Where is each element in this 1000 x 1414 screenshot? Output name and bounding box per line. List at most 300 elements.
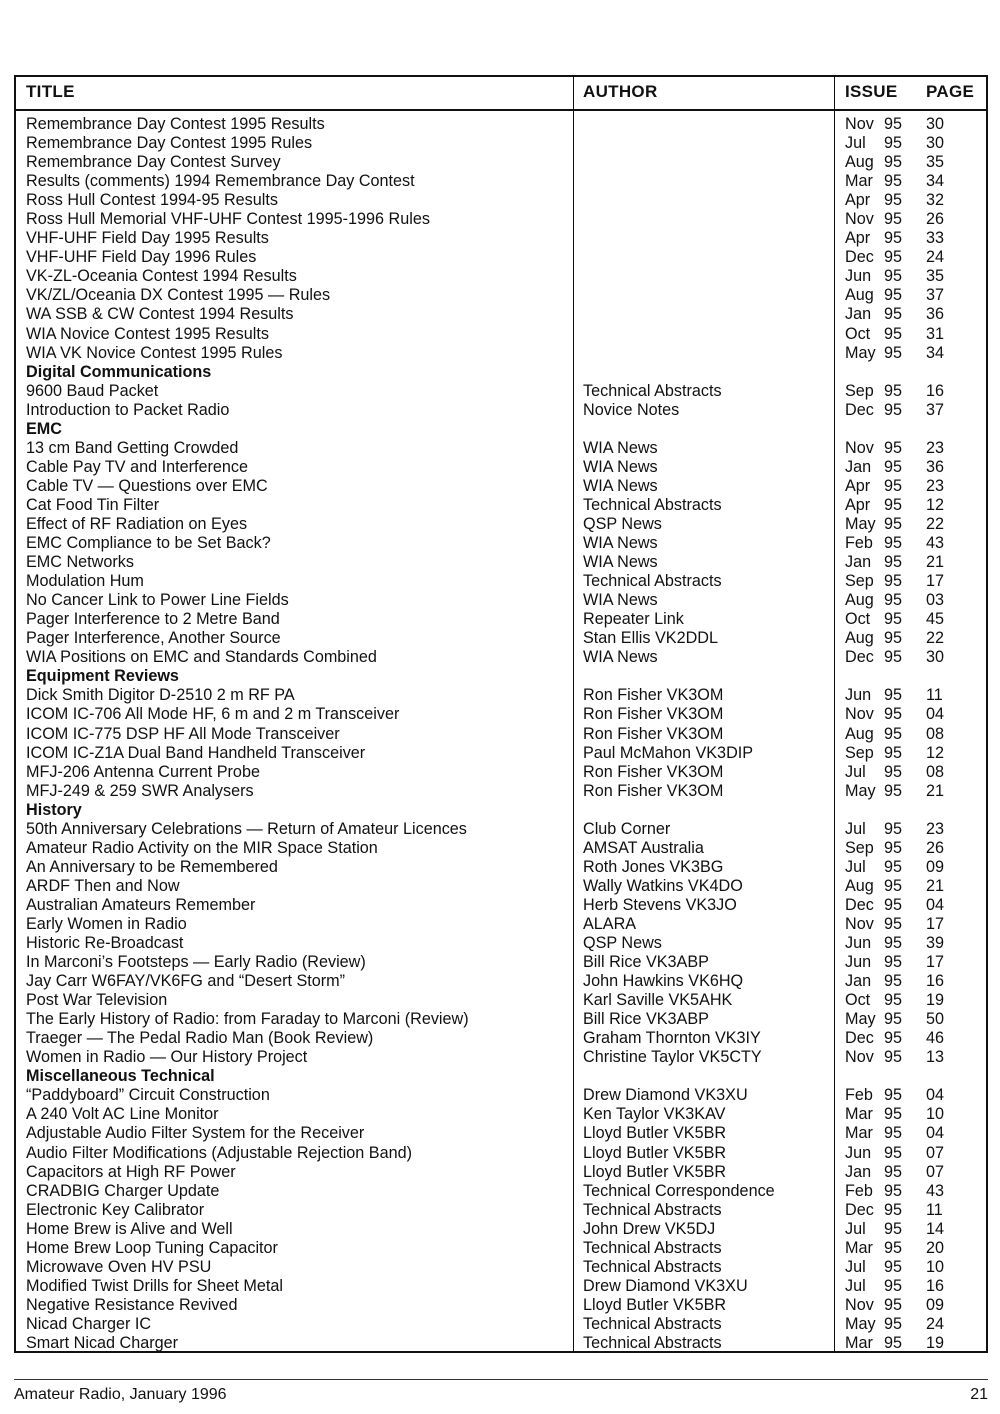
issue-year: 95 [884, 953, 903, 972]
page-number: 03 [926, 591, 945, 610]
article-title: Jay Carr W6FAY/VK6FG and “Desert Storm” [26, 972, 346, 991]
page-number: 22 [926, 629, 945, 648]
issue-year: 95 [884, 895, 903, 914]
page-number: 19 [926, 1334, 945, 1352]
issue-year: 95 [884, 1200, 903, 1219]
table-row [16, 820, 986, 839]
table-row [16, 534, 986, 553]
article-author: Lloyd Butler VK5BR [583, 1162, 727, 1181]
issue-month: Nov [845, 914, 874, 933]
issue-year: 95 [884, 1219, 903, 1238]
section-heading-row [16, 801, 986, 820]
article-title: Ross Hull Memorial VHF-UHF Contest 1995-1996 Rules [26, 210, 430, 229]
section-heading: History [26, 800, 82, 819]
issue-month: Jan [845, 1162, 872, 1181]
issue-month: Feb [845, 1086, 873, 1105]
footer-page-number: 21 [970, 1386, 988, 1403]
page-number: 19 [926, 991, 945, 1010]
issue-year: 95 [884, 305, 903, 324]
article-author: Lloyd Butler VK5BR [583, 1295, 727, 1314]
article-author: Christine Taylor VK5CTY [583, 1048, 762, 1067]
page-number: 30 [926, 648, 945, 667]
page-number: 16 [926, 1276, 945, 1295]
table-row [16, 496, 986, 515]
footer-rule [14, 1379, 988, 1380]
article-title: WA SSB & CW Contest 1994 Results [26, 305, 294, 324]
page-number: 21 [926, 553, 945, 572]
issue-year: 95 [884, 991, 903, 1010]
issue-year: 95 [884, 514, 903, 533]
table-row [16, 610, 986, 629]
article-title: WIA Positions on EMC and Standards Combined [26, 648, 377, 667]
issue-year: 95 [884, 495, 903, 514]
issue-month: Oct [845, 324, 871, 343]
issue-year: 95 [884, 914, 903, 933]
issue-year: 95 [884, 819, 903, 838]
article-title: Introduction to Packet Radio [26, 400, 230, 419]
article-author: Ron Fisher VK3OM [583, 724, 724, 743]
table-row [16, 591, 986, 610]
article-title: Capacitors at High RF Power [26, 1162, 236, 1181]
article-author: Technical Abstracts [583, 495, 722, 514]
article-title: Pager Interference to 2 Metre Band [26, 610, 280, 629]
page-number: 23 [926, 476, 945, 495]
issue-year: 95 [884, 1048, 903, 1067]
table-row [16, 153, 986, 172]
issue-year: 95 [884, 648, 903, 667]
issue-year: 95 [884, 838, 903, 857]
article-author: Ron Fisher VK3OM [583, 686, 724, 705]
issue-year: 95 [884, 572, 903, 591]
article-title: Modulation Hum [26, 572, 144, 591]
article-author: John Drew VK5DJ [583, 1219, 716, 1238]
article-title: Early Women in Radio [26, 914, 187, 933]
section-heading-row [16, 1067, 986, 1086]
article-author: Karl Saville VK5AHK [583, 991, 733, 1010]
article-title: Australian Amateurs Remember [26, 895, 256, 914]
table-row [16, 305, 986, 324]
article-title: ICOM IC-Z1A Dual Band Handheld Transceiver [26, 743, 366, 762]
issue-year: 95 [884, 210, 903, 229]
article-author: Technical Abstracts [583, 1334, 722, 1352]
issue-month: Jan [845, 553, 872, 572]
article-author: WIA News [583, 648, 658, 667]
table-row [16, 572, 986, 591]
header-title: TITLE [26, 82, 75, 101]
table-row [16, 1258, 986, 1277]
article-author: Roth Jones VK3BG [583, 857, 724, 876]
article-title: Traeger — The Pedal Radio Man (Book Review) [26, 1029, 374, 1048]
article-title: Remembrance Day Contest Survey [26, 153, 281, 172]
issue-month: Nov [845, 705, 874, 724]
article-title: An Anniversary to be Remembered [26, 857, 278, 876]
page-number: 35 [926, 153, 945, 172]
table-row [16, 782, 986, 801]
article-author: WIA News [583, 553, 658, 572]
issue-year: 95 [884, 286, 903, 305]
article-title: ARDF Then and Now [26, 876, 180, 895]
issue-month: Apr [845, 191, 871, 210]
footer-publication: Amateur Radio, January 1996 [14, 1386, 227, 1403]
page-number: 21 [926, 876, 945, 895]
article-title: Audio Filter Modifications (Adjustable Rejection Band) [26, 1143, 412, 1162]
table-row [16, 248, 986, 267]
article-title: Cable TV — Questions over EMC [26, 476, 268, 495]
page-number: 39 [926, 934, 945, 953]
table-row [16, 267, 986, 286]
article-author: Ron Fisher VK3OM [583, 781, 724, 800]
article-author: Technical Abstracts [583, 1200, 722, 1219]
article-title: In Marconi’s Footsteps — Early Radio (Review) [26, 953, 366, 972]
article-title: VK-ZL-Oceania Contest 1994 Results [26, 267, 297, 286]
issue-month: Nov [845, 1295, 874, 1314]
article-author: Stan Ellis VK2DDL [583, 629, 718, 648]
page-number: 17 [926, 953, 945, 972]
table-row [16, 705, 986, 724]
issue-year: 95 [884, 629, 903, 648]
issue-year: 95 [884, 153, 903, 172]
issue-month: Apr [845, 229, 871, 248]
issue-year: 95 [884, 1314, 903, 1333]
article-title: Dick Smith Digitor D-2510 2 m RF PA [26, 686, 295, 705]
table-row [16, 382, 986, 401]
article-title: Microwave Oven HV PSU [26, 1257, 212, 1276]
header-author: AUTHOR [583, 82, 658, 101]
issue-month: Jul [845, 762, 866, 781]
article-title: Electronic Key Calibrator [26, 1200, 205, 1219]
issue-year: 95 [884, 553, 903, 572]
article-author: Bill Rice VK3ABP [583, 1010, 709, 1029]
page-number: 43 [926, 1181, 945, 1200]
table-row [16, 1334, 986, 1353]
issue-month: Jun [845, 934, 872, 953]
issue-month: Aug [845, 591, 874, 610]
article-title: 50th Anniversary Celebrations — Return of Amateur Licences [26, 819, 467, 838]
issue-year: 95 [884, 1086, 903, 1105]
table-row [16, 229, 986, 248]
section-heading-row [16, 420, 986, 439]
article-author: Lloyd Butler VK5BR [583, 1143, 727, 1162]
issue-year: 95 [884, 781, 903, 800]
issue-month: Aug [845, 286, 874, 305]
article-author: Paul McMahon VK3DIP [583, 743, 754, 762]
table-row [16, 896, 986, 915]
table-row [16, 1220, 986, 1239]
issue-year: 95 [884, 172, 903, 191]
issue-year: 95 [884, 743, 903, 762]
table-row [16, 1010, 986, 1029]
issue-month: Sep [845, 572, 874, 591]
page-number: 12 [926, 743, 945, 762]
article-author: AMSAT Australia [583, 838, 704, 857]
page-number: 23 [926, 819, 945, 838]
table-row [16, 553, 986, 572]
page-number: 24 [926, 248, 945, 267]
page-number: 37 [926, 400, 945, 419]
issue-year: 95 [884, 1295, 903, 1314]
article-author: Drew Diamond VK3XU [583, 1276, 748, 1295]
table-row [16, 1086, 986, 1105]
issue-year: 95 [884, 400, 903, 419]
issue-year: 95 [884, 134, 903, 153]
article-author: Ron Fisher VK3OM [583, 705, 724, 724]
article-title: VK/ZL/Oceania DX Contest 1995 — Rules [26, 286, 331, 305]
page-number: 11 [926, 686, 943, 705]
issue-month: Sep [845, 838, 874, 857]
article-title: VHF-UHF Field Day 1995 Results [26, 229, 269, 248]
page-number: 24 [926, 1314, 945, 1333]
issue-year: 95 [884, 1010, 903, 1029]
article-title: The Early History of Radio: from Faraday to Marconi (Review) [26, 1010, 469, 1029]
table-row [16, 1105, 986, 1124]
article-author: Technical Correspondence [583, 1181, 775, 1200]
issue-year: 95 [884, 191, 903, 210]
article-title: WIA VK Novice Contest 1995 Rules [26, 343, 283, 362]
issue-month: Dec [845, 1029, 874, 1048]
issue-month: May [845, 1314, 876, 1333]
issue-month: Mar [845, 1124, 873, 1143]
page-number: 23 [926, 438, 945, 457]
page-number: 30 [926, 115, 945, 133]
issue-month: Dec [845, 648, 874, 667]
table-row [16, 629, 986, 648]
issue-month: Jun [845, 686, 872, 705]
page-number: 34 [926, 172, 945, 191]
issue-month: Jul [845, 857, 866, 876]
table-row [16, 191, 986, 210]
page-number: 43 [926, 534, 945, 553]
issue-year: 95 [884, 1238, 903, 1257]
article-title: Adjustable Audio Filter System for the Receiver [26, 1124, 365, 1143]
table-row [16, 515, 986, 534]
article-title: ICOM IC-775 DSP HF All Mode Transceiver [26, 724, 340, 743]
article-author: Lloyd Butler VK5BR [583, 1124, 727, 1143]
article-author: WIA News [583, 438, 658, 457]
issue-year: 95 [884, 457, 903, 476]
issue-month: Jul [845, 1276, 866, 1295]
issue-year: 95 [884, 610, 903, 629]
issue-year: 95 [884, 476, 903, 495]
table-row [16, 972, 986, 991]
page-number: 26 [926, 838, 945, 857]
article-title: Cable Pay TV and Interference [26, 457, 248, 476]
issue-month: May [845, 514, 876, 533]
issue-month: Dec [845, 248, 874, 267]
issue-month: Nov [845, 438, 874, 457]
page-number: 26 [926, 210, 945, 229]
table-row [16, 648, 986, 667]
article-author: WIA News [583, 457, 658, 476]
issue-year: 95 [884, 1257, 903, 1276]
issue-year: 95 [884, 591, 903, 610]
page-number: 10 [926, 1105, 945, 1124]
issue-month: Jul [845, 819, 866, 838]
issue-month: Sep [845, 743, 874, 762]
article-title: No Cancer Link to Power Line Fields [26, 591, 289, 610]
section-heading-row [16, 667, 986, 686]
article-author: Repeater Link [583, 610, 684, 629]
issue-year: 95 [884, 1334, 903, 1352]
table-row [16, 991, 986, 1010]
page-number: 17 [926, 572, 945, 591]
issue-year: 95 [884, 1029, 903, 1048]
section-heading: Digital Communications [26, 362, 212, 381]
issue-year: 95 [884, 381, 903, 400]
issue-month: Dec [845, 895, 874, 914]
issue-month: Mar [845, 1334, 873, 1352]
issue-month: May [845, 343, 876, 362]
issue-month: Jul [845, 1257, 866, 1276]
article-author: QSP News [583, 514, 662, 533]
page-number: 04 [926, 1124, 945, 1143]
page-number: 04 [926, 895, 945, 914]
issue-year: 95 [884, 267, 903, 286]
article-title: 13 cm Band Getting Crowded [26, 438, 239, 457]
issue-month: May [845, 1010, 876, 1029]
article-title: Home Brew is Alive and Well [26, 1219, 233, 1238]
page-number: 16 [926, 972, 945, 991]
table-body [16, 115, 986, 1353]
issue-year: 95 [884, 343, 903, 362]
article-author: Herb Stevens VK3JO [583, 895, 737, 914]
page-number: 30 [926, 134, 945, 153]
article-author: ALARA [583, 914, 637, 933]
issue-month: May [845, 781, 876, 800]
article-title: Cat Food Tin Filter [26, 495, 160, 514]
issue-year: 95 [884, 876, 903, 895]
issue-month: Jun [845, 953, 872, 972]
article-title: A 240 Volt AC Line Monitor [26, 1105, 219, 1124]
article-author: WIA News [583, 534, 658, 553]
page-number: 11 [926, 1200, 943, 1219]
article-author: Technical Abstracts [583, 1314, 722, 1333]
article-title: Post War Television [26, 991, 168, 1010]
header-issue: ISSUE [845, 82, 898, 101]
article-title: 9600 Baud Packet [26, 381, 159, 400]
article-title: CRADBIG Charger Update [26, 1181, 220, 1200]
issue-month: Oct [845, 610, 871, 629]
page-number: 36 [926, 305, 945, 324]
page-number: 12 [926, 495, 945, 514]
article-author: Technical Abstracts [583, 381, 722, 400]
page-number: 08 [926, 762, 945, 781]
page-number: 07 [926, 1143, 945, 1162]
issue-year: 95 [884, 438, 903, 457]
page-number: 21 [926, 781, 945, 800]
article-title: EMC Compliance to be Set Back? [26, 534, 271, 553]
table-row [16, 1048, 986, 1067]
article-title: Effect of RF Radiation on Eyes [26, 514, 248, 533]
table-row [16, 877, 986, 896]
issue-year: 95 [884, 1162, 903, 1181]
page-number: 07 [926, 1162, 945, 1181]
article-author: WIA News [583, 591, 658, 610]
article-title: “Paddyboard” Circuit Construction [26, 1086, 270, 1105]
issue-month: Dec [845, 1200, 874, 1219]
table-row [16, 744, 986, 763]
article-author: Graham Thornton VK3IY [583, 1029, 761, 1048]
table-row [16, 725, 986, 744]
table-row [16, 1239, 986, 1258]
index-table [14, 75, 988, 1353]
page-number: 35 [926, 267, 945, 286]
table-row [16, 858, 986, 877]
page-number: 31 [926, 324, 945, 343]
page-number: 16 [926, 381, 945, 400]
issue-month: Oct [845, 991, 871, 1010]
article-title: Results (comments) 1994 Remembrance Day Contest [26, 172, 415, 191]
table-row [16, 686, 986, 705]
article-title: Nicad Charger IC [26, 1314, 152, 1333]
table-row [16, 134, 986, 153]
issue-year: 95 [884, 724, 903, 743]
article-title: Modified Twist Drills for Sheet Metal [26, 1276, 283, 1295]
issue-year: 95 [884, 1181, 903, 1200]
table-row [16, 210, 986, 229]
table-row [16, 1201, 986, 1220]
issue-month: Jun [845, 1143, 872, 1162]
article-title: EMC Networks [26, 553, 134, 572]
table-row [16, 115, 986, 134]
header-page: PAGE [926, 82, 975, 101]
issue-year: 95 [884, 857, 903, 876]
issue-year: 95 [884, 1143, 903, 1162]
page-number: 09 [926, 1295, 945, 1314]
article-author: John Hawkins VK6HQ [583, 972, 744, 991]
page-number: 14 [926, 1219, 945, 1238]
article-title: Negative Resistance Revived [26, 1295, 238, 1314]
article-title: Pager Interference, Another Source [26, 629, 281, 648]
article-author: Technical Abstracts [583, 1257, 722, 1276]
article-author: WIA News [583, 476, 658, 495]
issue-year: 95 [884, 972, 903, 991]
issue-month: Mar [845, 1238, 873, 1257]
section-heading: Miscellaneous Technical [26, 1067, 215, 1086]
issue-year: 95 [884, 324, 903, 343]
article-author: QSP News [583, 934, 662, 953]
article-title: MFJ-206 Antenna Current Probe [26, 762, 260, 781]
issue-month: Jul [845, 134, 866, 153]
article-title: MFJ-249 & 259 SWR Analysers [26, 781, 254, 800]
table-row [16, 763, 986, 782]
issue-year: 95 [884, 1105, 903, 1124]
article-title: Home Brew Loop Tuning Capacitor [26, 1238, 278, 1257]
issue-month: Jul [845, 1219, 866, 1238]
issue-year: 95 [884, 686, 903, 705]
issue-month: Mar [845, 172, 873, 191]
table-row [16, 1296, 986, 1315]
section-heading: EMC [26, 419, 62, 438]
issue-month: Nov [845, 210, 874, 229]
article-author: Bill Rice VK3ABP [583, 953, 709, 972]
page-number: 50 [926, 1010, 945, 1029]
article-title: ICOM IC-706 All Mode HF, 6 m and 2 m Transceiver [26, 705, 400, 724]
issue-year: 95 [884, 115, 903, 133]
issue-month: Feb [845, 534, 873, 553]
article-title: Women in Radio — Our History Project [26, 1048, 308, 1067]
page-number: 46 [926, 1029, 945, 1048]
table-row [16, 839, 986, 858]
table-row [16, 1315, 986, 1334]
table-row [16, 439, 986, 458]
issue-month: Apr [845, 476, 871, 495]
page-number: 04 [926, 1086, 945, 1105]
article-author: Ken Taylor VK3KAV [583, 1105, 726, 1124]
issue-month: Aug [845, 724, 874, 743]
article-author: Wally Watkins VK4DO [583, 876, 743, 895]
article-author: Technical Abstracts [583, 572, 722, 591]
issue-year: 95 [884, 1124, 903, 1143]
